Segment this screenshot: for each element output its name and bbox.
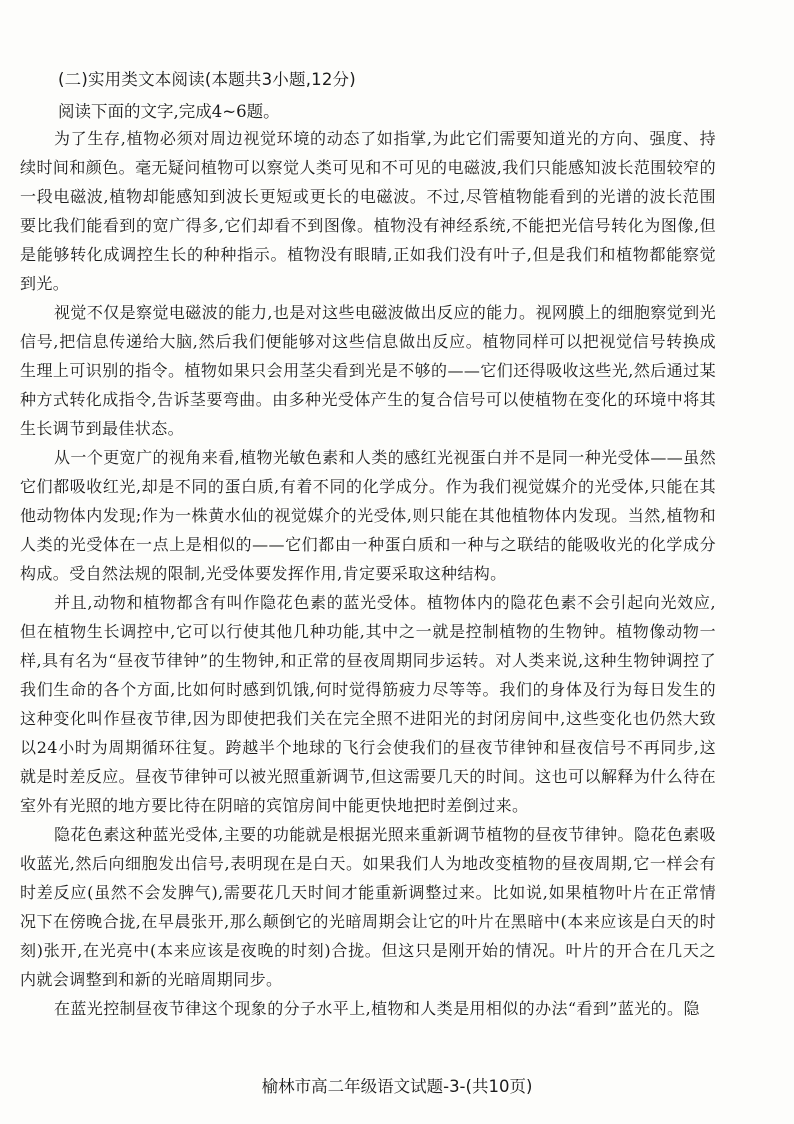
paragraph-1: 为了生存,植物必须对周边视觉环境的动态了如指掌,为此它们需要知道光的方向、强度、持续时间和颜色。毫无疑问植物可以察觉人类可见和不可见的电磁波,我们只能感知波长范围较窄的一段电磁波,植物却能感知到波长更短或更长的电磁波。不过,尽管植物能看到的光谱的波长范围要比我们能看到的宽广得多,它们却看不到图像。植物没有神经系统,不能把光信号转化为图像,但是能够转化成调控生长的种种指示。植物没有眼睛,正如我们没有叶子,但是我们和植物都能察觉到光。 <box>20 129 716 293</box>
paragraph-4: 并且,动物和植物都含有叫作隐花色素的蓝光受体。植物体内的隐花色素不会引起向光效应,但在植物生长调控中,它可以行使其他几种功能,其中之一就是控制植物的生物钟。植物像动物一样,具有名为“昼夜节律钟”的生物钟,和正常的昼夜周期同步运转。对人类来说,这种生物钟调控了我们生命的各个方面,比如何时感到饥饿,何时觉得筋疲力尽等等。我们的身体及行为每日发生的这种变化叫作昼夜节律,因为即使把我们关在完全照不进阳光的封闭房间中,这些变化也仍然大致以24小时为周期循环往复。跨越半个地球的飞行会使我们的昼夜节律钟和昼夜信号不再同步,这就是时差反应。昼夜节律钟可以被光照重新调节,但这需要几天的时间。这也可以解释为什么待在室外有光照的地方要比待在阴暗的宾馆房间中能更快地把时差倒过来。 <box>20 593 716 815</box>
section-title: (二)实用类文本阅读(本题共3小题,12分) <box>58 70 356 89</box>
reading-passage <box>20 124 716 1023</box>
paragraph-6: 在蓝光控制昼夜节律这个现象的分子水平上,植物和人类是用相似的办法“看到”蓝光的。隐 <box>54 999 700 1018</box>
page-footer: 榆林市高二年级语文试题-3-(共10页) <box>261 1077 533 1096</box>
reading-instruction: 阅读下面的文字,完成4~6题。 <box>58 102 280 121</box>
paragraph-2: 视觉不仅是察觉电磁波的能力,也是对这些电磁波做出反应的能力。视网膜上的细胞察觉到光信号,把信息传递给大脑,然后我们便能够对这些信息做出反应。植物同样可以把视觉信号转换成生理上可识别的指令。植物如果只会用茎尖看到光是不够的——它们还得吸收这些光,然后通过某种方式转化成指令,告诉茎要弯曲。由多种光受体产生的复合信号可以使植物在变化的环境中将其生长调节到最佳状态。 <box>20 303 716 438</box>
paragraph-5: 隐花色素这种蓝光受体,主要的功能就是根据光照来重新调节植物的昼夜节律钟。隐花色素吸收蓝光,然后向细胞发出信号,表明现在是白天。如果我们人为地改变植物的昼夜周期,它一样会有时差反应(虽然不会发脾气),需要花几天时间才能重新调整过来。比如说,如果植物叶片在正常情况下在傍晚合拢,在早晨张开,那么颠倒它的光暗周期会让它的叶片在黑暗中(本来应该是白天的时刻)张开,在光亮中(本来应该是夜晚的时刻)合拢。但这只是刚开始的情况。叶片的开合在几天之内就会调整到和新的光暗周期同步。 <box>20 825 716 989</box>
paragraph-3: 从一个更宽广的视角来看,植物光敏色素和人类的感红光视蛋白并不是同一种光受体——虽然它们都吸收红光,却是不同的蛋白质,有着不同的化学成分。作为我们视觉媒介的光受体,只能在其他动物体内发现;作为一株黄水仙的视觉媒介的光受体,则只能在其他植物体内发现。当然,植物和人类的光受体在一点上是相似的——它们都由一种蛋白质和一种与之联结的能吸收光的化学成分构成。受自然法规的限制,光受体要发挥作用,肯定要采取这种结构。 <box>20 448 716 583</box>
